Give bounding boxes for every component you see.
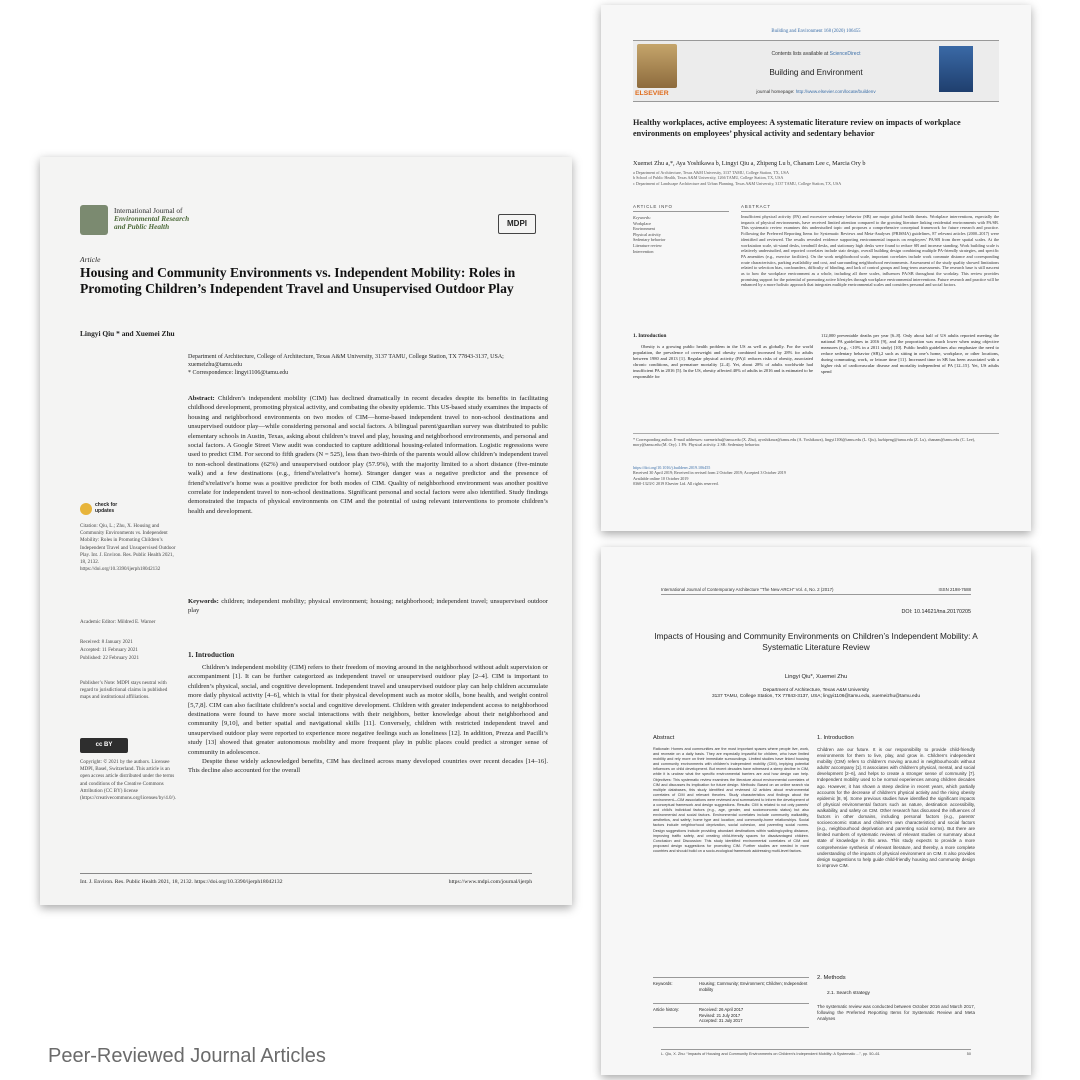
- abstract-text: Rationale: Homes and communities are the most important spaces where people live, work, and recreate on a daily basis. They are especially impactful for children, who have limited mobility and rely more on their immediate surroundings. Limited studies have linked housing and community environments with children’s independent mobility (CIM), implying potential influences on child development. But recent decades have witnessed a steep decline in CIM, while it is unclear what the specific environmental barriers are and how design can help. Objectives: This systematic review examines the literature about environmental correlates of CIM and discusses its implication for future design. Methods: Based on an online search via multiple databases, this study identified and reviewed 42 articles about environmental correlates of CIM and relevant theories. Study characteristics and findings about the environment—CIM associations were reviewed and summarized to inform the development of a conceptual framework and design suggestions. Results: CIM is related to not only parents’ and child’s individual factors (e.g., age, gender, and socioeconomic status) but also environmental and social factors. Environmental correlates include community walkability, aesthetics, and safety; home type and location; and community-home relationships. Social factors include neighborhood deprivation, social cohesion, and parenting social norms. Design suggestions include providing abundant destinations within walking/cycling distance, improving traffic safety, and creating child-friendly spaces for disadvantaged children. Conclusion and Discussion: This study identified environmental correlates of CIM and proposed design suggestions for promoting CIM. Further studies are needed in more countries and should build on a socio-ecological framework addressing multi-level factors.: [653, 747, 809, 853]
- footer-citation: Int. J. Environ. Res. Public Health 2021, 18, 2132. https://doi.org/10.3390/ijerph18042132: [80, 879, 283, 885]
- paper-title: Healthy workplaces, active employees: A systematic literature review on impacts of workplace environments on employees’ physical activity and sedentary behavior: [633, 118, 961, 138]
- mdpi-logo: MDPI: [498, 214, 536, 234]
- affiliation-b: b School of Public Health, Texas A&M University, 1266 TAMU, College Station, TX, USA: [633, 175, 784, 181]
- journal-name-line3: and Public Health: [114, 222, 170, 232]
- published-date: Published: 22 February 2021: [80, 655, 139, 661]
- page-footer: [661, 1049, 971, 1056]
- received-dates: Received 30 April 2019; Received in revised form 2 October 2019; Accepted 3 October 2019: [633, 470, 786, 476]
- affiliation: [641, 688, 991, 701]
- journal-header-left: International Journal of Contemporary Architecture "The New ARCH" Vol. 4, No. 2 (2017): [661, 587, 834, 592]
- contents-line: [601, 51, 1031, 57]
- keywords-label: Keywords:: [653, 981, 673, 986]
- doi-link[interactable]: https://doi.org/10.1016/j.buildenv.2019.106455: [633, 465, 711, 470]
- copyright: Copyright: © 2021 by the authors. Licensee MDPI, Basel, Switzerland. This article is an open access article distributed under the terms and conditions of the Creative Commons Attribution (CC BY) license (https://creativecommons.org/licenses/by/4.0/).: [80, 759, 176, 802]
- keyword-item: Workplace: [633, 220, 652, 226]
- check-updates-icon[interactable]: [80, 503, 92, 515]
- paper-building-environment: [601, 5, 1031, 531]
- paper-authors: Lingyi Qiu*, Xuemei Zhu: [784, 674, 848, 680]
- issn: ISSN 2198-7688: [938, 587, 971, 592]
- footer-citation: L. Qiu, X. Zhu: “Impacts of Housing and Community Environments on Children’s Independent Mobility: A Systematic ...”, pp. 50–61: [661, 1052, 880, 1056]
- history-label: Article history:: [653, 1007, 680, 1012]
- journal-header: [661, 587, 971, 595]
- cc-by-license-icon: cc BY: [80, 738, 128, 753]
- journal-title: Building and Environment: [769, 68, 863, 77]
- contents-label: Contents lists available at: [771, 51, 829, 57]
- paper-ijerph: [40, 157, 572, 905]
- image-caption: Peer-Reviewed Journal Articles: [48, 1045, 326, 1067]
- journal-logo-icon: [80, 205, 108, 235]
- keywords: [188, 597, 548, 616]
- intro-body: [188, 663, 548, 776]
- keyword-item: Literature review: [633, 242, 662, 248]
- publisher-note: Publisher’s Note: MDPI stays neutral with regard to jurisdictional claims in published maps and institutional affiliations.: [80, 680, 168, 701]
- journal-name: [114, 207, 189, 232]
- intro-body: Children are our future. It is our responsibility to provide child-friendly environments for them to live, play, and grow in. Children’s independent mobility (CIM) refers to children’s moving around in neighbourhoods without adults’ accompany [1]. It associates with children’s physical, mental, and social development [2–6], and helps to create a stronger sense of community [7]. Independent mobility used to be normal experiences among children decades ago. However, it has shown a steep decline in recent years, which partially accounts for the decrease of children’s physical activity and the rising obesity epidemic [8, 9]. Some previous studies have identified the significant impacts of physical environmental factors such as nature, destination accessibility, walkability, and safety on CIM. Other research has discussed the influences of factors in other domains, including personal factors (e.g., parents’ socioeconomic status and children’s own characteristics) and social factors (e.g., neighbourhood deprivation and parenting social norms). But there are limited numbers of systematic reviews of relevant studies or summary about state of knowledge in this area. This study expects to provide a more comprehensive synthesis of relevant literature, and thereby, a more complete understanding of the impacts of physical environment on CIM. It also provides design suggestions to help guide child-friendly housing and community design to improve CIM.: [817, 747, 975, 868]
- keyword-item: Sedentary behavior: [633, 237, 666, 243]
- article-history-box: [653, 1003, 809, 1028]
- affiliation-line-1: Department of Architecture, Texas A&M University: [762, 688, 870, 693]
- history-accepted: Accepted: 31 July 2017: [699, 1018, 743, 1024]
- intro-column-1: Obesity is a growing public health problem in the US as well as globally. For the world population, the prevalence of overweight and obesity combined increased by 28% for adults between 1980 and 2013 [1]. Regular physical activity (PA)1 reduces risks of obesity, associated chronic conditions, and premature mortality [2–4]. Yet, about 28% of adults worldwide had insufficient PA in 2016 [5]. In the US, obesity affected 40% of adults in 2016 and is estimated to be responsible for: [633, 344, 813, 379]
- sciencedirect-link[interactable]: ScienceDirect: [829, 51, 861, 57]
- affiliations: [633, 170, 999, 186]
- intro-heading: 1. Introduction: [188, 651, 235, 659]
- online-date: Available online 10 October 2019: [633, 475, 689, 481]
- page-footer: [80, 873, 532, 885]
- keywords-label: Keywords:: [188, 598, 219, 605]
- affiliation-c: c Department of Landscape Architecture and Urban Planning, Texas A&M University, 3137 TAMU, College Station, TX, USA: [633, 180, 842, 186]
- history-revised: Revised: 21 July 2017: [699, 1012, 741, 1018]
- keyword-item: Environment: [633, 226, 655, 232]
- page-number: 50: [966, 1052, 971, 1056]
- intro-heading: 1. Introduction: [817, 735, 854, 741]
- paper-authors: Xuemei Zhu a,*, Aya Yoshikawa b, Lingyi Qiu a, Zhipeng Lu b, Chanam Lee c, Marcia Ory b: [633, 160, 866, 167]
- keywords-box: [653, 977, 809, 992]
- doi-block: [633, 465, 999, 487]
- paper-title: Impacts of Housing and Community Environments on Children’s Independent Mobility: A Systematic Literature Review: [654, 631, 978, 653]
- keyword-item: Physical activity: [633, 231, 661, 237]
- journal-name-line2: Environmental Research: [114, 214, 190, 224]
- methods-heading: 2. Methods: [817, 975, 846, 981]
- homepage-label: journal homepage:: [756, 89, 795, 94]
- methods-body: The systematic review was conducted between October 2016 and March 2017, following the Preferred Reporting Items for Systematic Review and Meta Analyses: [817, 1004, 975, 1022]
- citation: Citation: Qiu, L.; Zhu, X. Housing and Community Environments vs. Independent Mobility: Roles in Promoting Children’s Independent Travel and Unsupervised Outdoor Play. Int. J. Environ. Res. Public Health 2021, 18, 2132. https://doi.org/10.3390/ijerph18042132: [80, 523, 176, 573]
- abstract: [188, 394, 548, 516]
- keywords-label: Keywords:: [633, 215, 651, 220]
- paper-authors: Lingyi Qiu * and Xuemei Zhu: [80, 329, 175, 338]
- academic-editor: Academic Editor: Mildred E. Warner: [80, 619, 156, 625]
- keywords-text: Housing; Community; Environment; Children; Independent mobility: [699, 981, 808, 992]
- corresponding-author: * Corresponding author. E-mail addresses: xuemeizhu@tamu.edu (X. Zhu), ayoshikawa@tamu.edu (A. Yoshikawa), lingyi1106@tamu.edu (L. Qiu), luzhipeng@tamu.edu (Z. Lu), chanam@tamu.edu (C. Lee), mory@tamu.edu (M. Ory). 1 PA: Physical activity. 2 SB: Sedentary behavior.: [633, 433, 999, 448]
- homepage-link[interactable]: http://www.elsevier.com/locate/buildenv: [795, 89, 876, 94]
- affiliation-line-2: 3137 TAMU, College Station, TX 77843-3137, USA; lingyi1106@tamu.edu, xuemeizhu@tamu.edu: [711, 694, 921, 700]
- intro-paragraph-1: Children’s independent mobility (CIM) refers to their freedom of moving around in the neighborhood without adult supervision or accompaniment [1]. It can be further categorized as independent travel or unsupervised outdoor play [2–4]. CIM is important to children’s physical, social, and cognitive development. Independent travel and unsupervised outdoor play can help children accumulate more daily physical activity [4–6], which is vital for their physical development such as motor skills, bone health, and weight control [5,7,8]. CIM can also facilitate children’s social and cognitive development. Children with greater independent access to neighborhood destinations were found to have more social interactions with their neighbors, better knowledge about their neighborhood and community [9,10], and better spatial and navigational skills [11]. Conversely, children with restricted independent travel and unsupervised outdoor play were reported to experience more negative feelings such as loneliness [12]. In addition, Prezza and Pacilli’s study [13] showed that greater autonomous mobility and more frequent play in public places could predict a stronger sense of community in adolescence.: [188, 664, 548, 756]
- history-received: Received: 26 April 2017: [699, 1007, 744, 1012]
- journal-homepage: [601, 89, 1031, 94]
- journal-name-line1: International Journal of: [114, 206, 183, 215]
- keyword-item: Intervention: [633, 248, 654, 254]
- abstract-heading: ABSTRACT: [741, 204, 999, 212]
- article-type: Article: [80, 255, 101, 264]
- issn-copyright: 0360-1323/© 2019 Elsevier Ltd. All rights reserved.: [633, 481, 719, 487]
- paper-title: Housing and Community Environments vs. Independent Mobility: Roles in Promoting Children’s Independent Travel and Unsupervised Outdoor Play: [80, 265, 516, 296]
- keywords-text: children; independent mobility; physical environment; housing; neighborhood; independent travel; unsupervised outdoor play: [188, 598, 548, 615]
- search-strategy-heading: 2.1. Search strategy: [827, 991, 870, 996]
- affiliation-text: Department of Architecture, College of Architecture, Texas A&M University, 3137 TAMU, College Station, TX 77843-3137, USA; xuemeizhu@tamu.edu: [188, 354, 504, 369]
- abstract-heading: Abstract: [653, 735, 675, 741]
- accepted-date: Accepted: 11 February 2021: [80, 647, 138, 653]
- affiliation: [188, 353, 548, 378]
- intro-column-2: 112,000 preventable deaths per year [6–8]. Only about half of US adults reported meeting the national PA guidelines in 2016 [9], and the proportion was much lower when using objective measures (e.g., <10% in a 2011 study) [10]. Public health guidelines also emphasize the need to reduce sedentary behavior (SB),2 such as sitting in one’s home, workplace, or other locations, during commuting, work, or leisure time [11]. Increased time in SB has been associated with a higher risk of cardiovascular disease and mortality independent of PA [12–15]. Yet, US adults spend: [821, 333, 999, 374]
- intro-heading: 1. Introduction: [633, 333, 667, 339]
- publication-dates: [80, 638, 176, 662]
- footer-url[interactable]: https://www.mdpi.com/journal/ijerph: [448, 879, 532, 885]
- keywords-list: [633, 215, 729, 254]
- abstract-text: Insufficient physical activity (PA) and excessive sedentary behavior (SB) are major global health threats. Workplace interventions, especially the impacts of physical environments, have received limited attention compared to the growing literature linking residential environments with PA/SB. This systematic review examines this understudied topic and proposes a comprehensive conceptual framework for future research and practice. Following the Preferred Reporting Items for Systematic Reviews and Meta-Analyses (PRISMA) guidelines, 87 relevant articles (2000–2017) were identified and reviewed. The results revealed evidence supporting environmental impacts on employees’ PA/SB from three spatial scales. At the workstation scale, sit-stand desks, treadmill desks, and stationary high desks were found to reduce SB and increase standing. Work building scale is relatively understudied, and reported correlates include stair design, overall building design combining multiple PA-friendly strategies, and specific PA amenities (e.g., exercise facilities). On the work neighborhood scale, important correlates include work commute distance and corresponding route characteristics, parking availability and cost, and surrounding neighborhood environments. Assessment of the study quality showed limitations related to selection bias, confounders, difficulty of blinding, and lack of control groups and long-term assessments. The research base is still nascent as to how the workplace environment as a whole, including all three scales, influences PA/SB throughout the workday. This review provides promising support for the potential of promoting active lifestyles through workplace environmental interventions. Future research and practice will be enhanced by a more holistic approach that integrates multiple environmental scales and considers personal and social factors.: [741, 214, 999, 288]
- elsevier-wordmark: ELSEVIER: [635, 90, 669, 97]
- correspondence-text: * Correspondence: lingyi1106@tamu.edu: [188, 370, 289, 377]
- abstract-label: Abstract:: [188, 395, 215, 402]
- article-info-heading: ARTICLE INFO: [633, 204, 729, 212]
- paper-new-arch: [601, 547, 1031, 1075]
- doi: DOI: 10.14621/tna.20170205: [901, 609, 971, 615]
- received-date: Received: 8 January 2021: [80, 639, 133, 645]
- affiliation-a: a Department of Architecture, Texas A&M University, 3137 TAMU, College Station, TX, USA: [633, 170, 789, 175]
- check-updates-label[interactable]: check for updates: [95, 502, 118, 514]
- journal-header: Building and Environment 168 (2020) 106455: [771, 29, 861, 34]
- abstract-text: Children’s independent mobility (CIM) has declined dramatically in recent decades despite its benefits in facilitating childhood development, promoting physical activity, and combating the obesity epidemic. This US-based study examines the impacts of housing and neighborhood environments on two modes of CIM—home-based independent travel to non-school destinations and unsupervised outdoor play—while considering personal and social factors. A bilingual parent/guardian survey was distributed to public elementary schools in Austin, Texas, asking about children’s travel and play, housing and neighborhood environments, and personal and social factors. A Google Street View audit was conducted to capture additional housing-related information. Logistic regressions were used to predict CIM. For second to fifth graders (N = 525), less than two-thirds of the parents would allow children’s independent travel to non-school destinations (62%) and unsupervised outdoor play (57.9%), with the majority limited to a short distance (five-minute walk) and a few destinations (e.g., friend’s/relative’s home). Stranger danger was a negative predictor and the presence of friend’s/relative’s home was a positive predictor for both modes of CIM. Quality of neighborhood environment was another positive correlate for independent travel to non-school destinations. Significant personal and social factors were also identified. Study findings demonstrated the impacts of physical environments on CIM and the potential of using relevant interventions to promote children’s health and development.: [188, 395, 548, 515]
- intro-paragraph-2: Despite these widely acknowledged benefits, CIM has declined across many developed countries over recent decades [14–16]. This decline also accounted for the overall: [188, 758, 548, 775]
